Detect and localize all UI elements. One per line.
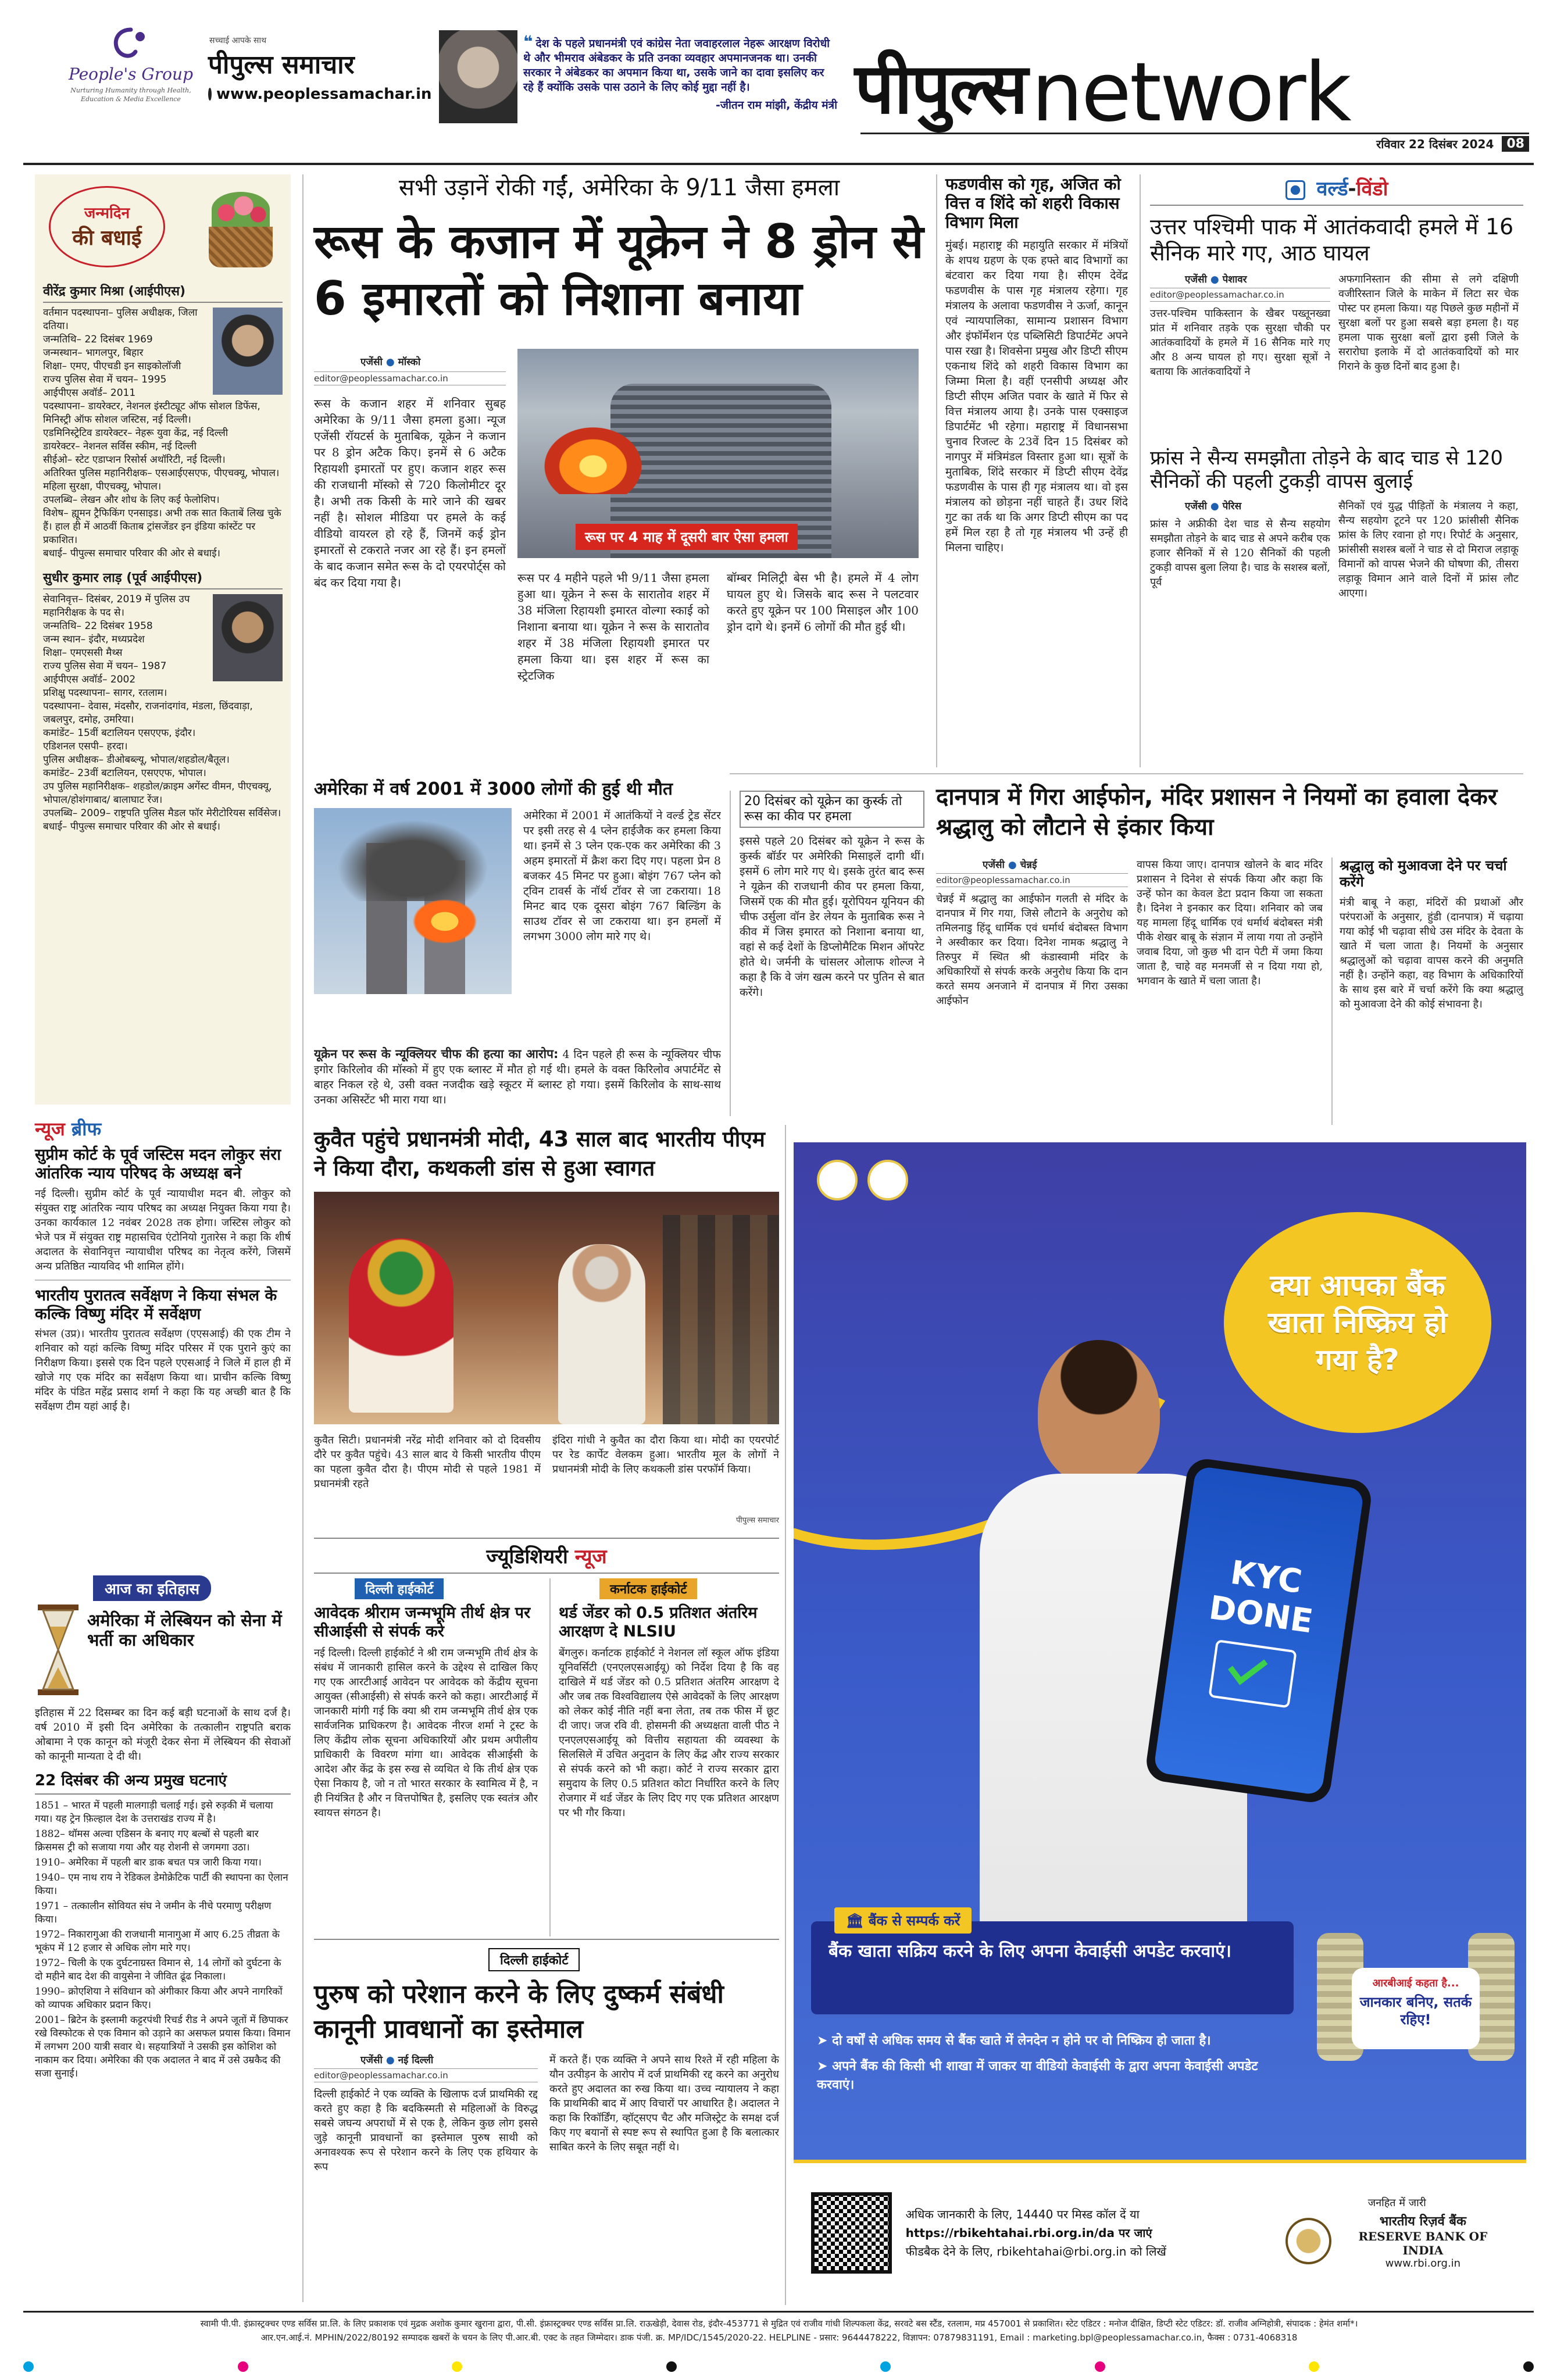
detail-line: राज्य पुलिस सेवा में चयन– 1995 — [43, 374, 167, 385]
delhi-hc2-agency: एजेंसी — [360, 2054, 383, 2066]
sticker-small-text: आरबीआई कहता है... — [1372, 1977, 1459, 1989]
ad-contact-tag-text: बैंक से सम्पर्क करें — [868, 1913, 960, 1929]
kyc-done-label: DONE — [1206, 1589, 1316, 1641]
imprint-line1: स्वामी पी.पी. इंफ्रास्ट्रक्चर एण्ड सर्विस प्रा.लि. के लिए प्रकाशक एवं मुद्रक अशोक कुमार खुराना द्वारा, पी.सी. इंफ्रास्ट्रक्चर एण्ड सर्विस प्रा.लि. राऊखेड़ी, देवास रोड, इंदौर-453771 से मुद्रित एवं राजीव गांधी शिल्पकला केंद्र, सरवटे बस स्टैंड, रतलाम, मप्र 457001 से प्रकाशित। स्टेट एडिटर : मनोज दीक्षित, डिप्टी स्टेट एडिटर: डॉ. राजीव अग्निहोत्री, संपादक : हेमंत शर्मा*। — [200, 2318, 1358, 2329]
france-agency: एजेंसी — [1185, 500, 1207, 512]
quote-text: देश के पहले प्रधानमंत्री एवं कांग्रेस नेता जवाहरलाल नेहरू आरक्षण विरोधी थे और भीमराव अंबेडकर के प्रति उनका व्यवहार अपमानजनक था। उनकी सरकार ने अंबेडकर का अपमान किया था, उसके जाने का दावा इसलिए कर रहे हैं क्योंकि उसके पास उठाने के लिए कोई मुद्दा नहीं है। — [523, 37, 830, 94]
lead-story — [314, 174, 924, 767]
ukraine-chief-body: 4 दिन पहले ही रूस के न्यूक्लियर चीफ इगोर किरिलोव की मॉस्को में हुए एक ब्लास्ट में मौत हो गई थी। हमले के वक्त किरिलोव अपार्टमेंट से बाहर निकल रहे थे, उसी वक्त नजदीक खड़े स्कूटर में ब्लास्ट हो गया। इसमें किरिलोव के साथ-साथ उनका असिस्टेंट भी मारा गया था। — [314, 1048, 721, 1106]
fire-shape — [541, 424, 645, 494]
kuwait-headline: कुवैत पहुंचे प्रधानमंत्री मोदी, 43 साल बाद भारतीय पीएम ने किया दौरा, कथकली डांस से हुआ स्वागत — [314, 1127, 765, 1181]
history-body: इतिहास में 22 दिसम्बर का दिन कई बड़ी घटनाओं के साथ दर्ज है। वर्ष 2010 में इसी दिन अमेरिका के तत्कालीन राष्ट्रपति बराक ओबामा ने एक कानून को मंजूरी देकर सेना में लेस्बियन की सेवाओं को कानूनी मान्यता दे दी थी। — [35, 1707, 291, 1763]
iphone-place: चेन्नई — [1020, 859, 1037, 871]
judiciary-label-a: ज्यूडिशियरी — [486, 1545, 568, 1568]
detail-line: पदस्थापना– देवास, मंदसौर, राजनांदगांव, मंडला, छिंदवाड़ा, जबलपुर, दमोह, उमरिया। — [43, 701, 253, 726]
delhi-hc2-email[interactable]: editor@peoplessamachar.co.in — [314, 2068, 538, 2082]
birthday-box — [35, 174, 291, 1105]
detail-line: कमांडेंट– 15वीं बटालियन एसएएफ, इंदौर। — [43, 727, 196, 739]
birthday-header — [43, 180, 283, 282]
detail-line: एडमिनिस्ट्रेटिव डायरेक्टर– नेहरू युवा केंद्र, नई दिल्ली — [43, 427, 228, 439]
registration-swatch — [880, 2361, 891, 2372]
qr-code-icon — [811, 2192, 892, 2274]
explosion-shape — [407, 895, 483, 948]
masthead-title — [855, 17, 1512, 140]
color-registration-bar — [23, 2361, 1534, 2372]
delhi-hc-tag: दिल्ली हाईकोर्ट — [355, 1578, 444, 1599]
world-window-label: वर्ल्ड-विंडो — [1150, 174, 1523, 206]
masthead-divider — [23, 163, 1534, 165]
karnataka-hc-tag: कर्नाटक हाईकोर्ट — [599, 1578, 697, 1599]
birthday-title-badge — [49, 186, 165, 267]
detail-line: जन्मतिथि– 22 दिसंबर 1958 — [43, 620, 153, 632]
delhi-hc2-col2: में करते हैं। एक व्यक्ति ने अपने साथ रिश्ते में रही महिला के यौन उत्पीड़न के आरोप में दर्ज प्राथमिकी रद्द करने का अनुरोध करते हुए अदालत का रुख किया था। उच्च न्यायालय ने कहा कि प्राथमिकी बाद में आए विचारों पर आधारित है। अदालत ने कहा कि रिकॉर्डिंग, व्हॉट्सएप चैट और मजिस्ट्रेट के समक्ष दर्ज किए गए बयानों से स्पष्ट रूप से स्थापित हुआ है कि बलात्कार साबित करने के लिए सबूत नहीं थे। — [549, 2054, 779, 2153]
column-divider — [785, 1125, 786, 2305]
kuwait-caption2: इंदिरा गांधी ने कुवैत का दौरा किया था। मोदी का एयरपोर्ट पर रेड कार्पेट वेलकम हुआ। भारतीय मूल के लोगों ने प्रधानमंत्री मोदी के लिए कथकली डांस परफॉर्म किया। — [552, 1434, 779, 1475]
world-window: वर्ल्ड-विंडो उत्तर पश्चिमी पाक में आतंकवादी हमले में 16 सैनिक मारे गए, आठ घायल एजेंसी ● पेशावर editor@peoplessamachar.co.in उत्तर-पश्चिम पाकिस्तान के खैबर पख्तूनख्वा प्रांत में शनिवार तड़के एक सुरक्षा चौकी पर आतंकवादियों के हमले में 16 सैनिक मारे गए और 8 अन्य घायल हो गए। सुरक्षा सूत्रों ने बताया कि आतंकवादियों ने अफगानिस्तान की सीमा से लगे दक्षिणी वजीरिस्तान जिले के माकेन में लिटा सर चेक पोस्ट पर हमला किया। यह पिछले कुछ महीनों में सुरक्षा बलों पर हुआ सबसे बड़ा हमला है। यह हमला पाक सुरक्षा बलों द्वारा इसी जिले के सरारोघा इलाके में दो आतंकवादियों को मार गिराने के कुछ दिनों बाद हुआ है। फ्रांस ने सैन्य समझौता तोड़ने के बाद चाड से 120 सैनिकों की पहली टुकड़ी वापस बुलाई एजेंसी ● पेरिस फ्रांस ने अफ्रीकी देश चाड से सैन्य सहयोग समझौता तोड़ने के बाद चाड से अपने करीब एक हजार सैनिकों में से 120 सैनिकों की पहली टुकड़ी वापस बुला लिया है। चाड के सशस्त्र बलों, पूर्व सैनिकों एवं युद्ध पीड़ितों के मंत्रालय ने कहा, सैन्य सहयोग टूटने पर 120 फ्रांसीसी सैनिक फ्रांस के लिए रवाना हो गए। रिपोर्ट के अनुसार, फ्रांसीसी सशस्त्र बलों ने चाड से दो मिराज लड़ाकू विमानों को वापस भेजने की घोषणा की, तीसरा लड़ाकू विमान आने वाले दिनों में फ्रांस लौट आएगा। — [1140, 174, 1523, 767]
judiciary-label-b: न्यूज — [574, 1545, 607, 1568]
brief-item1-headline: सुप्रीम कोर्ट के पूर्व जस्टिस मदन लोकुर संरा आंतरिक न्याय परिषद के अध्यक्ष बने — [35, 1146, 281, 1182]
kuwait-credit: पीपुल्स समाचार — [736, 1516, 779, 1525]
hourglass-icon — [35, 1603, 87, 1702]
rbi-emblem-icon — [817, 1160, 858, 1200]
iphone-col2: वापस किया जाए। दानपात्र खोलने के बाद मंदिर प्रशासन ने दिनेश से संपर्क किया और कहा कि उन्हें फोन का केवल डेटा प्रदान किया जा सकता है। दिनेश ने इनकार कर दिया। शनिवार को जब यह मामला हिंदू धार्मिक एवं धर्मार्थ बंदोबस्त मंत्री पीके शेखर बाबू के संज्ञान में लाया गया तो उन्होंने जवाब दिया, जो कुछ भी दान पेटी में जमा किया जाता है, चाहे वह मनमर्जी से न दिया गया हो, भगवान के खाते में चला जाता है। — [1137, 859, 1323, 987]
judiciary-label — [314, 1538, 779, 1574]
globe-icon — [208, 88, 212, 101]
masthead-title-latin: network — [1031, 45, 1350, 140]
kuwait-caption1: कुवैत सिटी। प्रधानमंत्री नरेंद्र मोदी शनिवार को दो दिवसीय दौरे पर कुवैत पहुंचे। 43 साल बाद ये किसी भारतीय पीएम का पहला कुवैत दौरा है। पीएम मोदी से पहले 1981 में प्रधानमंत्री रहते — [314, 1434, 541, 1490]
detail-line: उपलब्धि– 2009– राष्ट्रपति पुलिस मैडल फॉर मेरीटोरियस सर्विसेज। — [43, 807, 281, 819]
ad-headline: क्या आपका बैंक खाता निष्क्रिय हो गया है? — [1267, 1268, 1448, 1377]
crowd-shape — [663, 1215, 779, 1424]
detail-line: पदस्थापना– डायरेक्टर, नेशनल इंस्टीट्यूट ऑफ सोशल डिफेंस, मिनिस्ट्री ऑफ सोशल जस्टिस, नई दिल्ली। — [43, 401, 260, 426]
world-window-label-a: वर्ल्ड — [1316, 177, 1348, 201]
pak-col2: अफगानिस्तान की सीमा से लगे दक्षिणी वजीरिस्तान जिले के माकेन में लिटा सर चेक पोस्ट पर हमला किया। यह पिछले कुछ महीनों में सुरक्षा बलों पर हुआ सबसे बड़ा हमला है। यह हमला पाक सुरक्षा बलों द्वारा इसी जिले के सरारोघा इलाके में दो आतंकवादियों को मार गिराने के कुछ दिनों बाद हुआ है। — [1338, 273, 1519, 373]
issue-date: रविवार 22 दिसंबर 2024 — [1376, 137, 1494, 151]
history-event: 1882– थॉमस अल्वा एडिसन के बनाए गए बल्बों से पहली बार क्रिसमस ट्री को सजाया गया और यह रोशनी से जगमगा उठा। — [35, 1828, 259, 1853]
detail-line: बधाई– पीपुल्स समाचार परिवार की ओर से बधाई। — [43, 548, 220, 559]
france-headline: फ्रांस ने सैन्य समझौता तोड़ने के बाद चाड से 120 सैनिकों की पहली टुकड़ी वापस बुलाई — [1150, 446, 1503, 493]
brief-item2-body: संभल (उप्र)। भारतीय पुरातत्व सर्वेक्षण (एएसआई) की एक टीम ने शनिवार को यहां कल्कि विष्णु मंदिर परिसर में एक पुराने कुएं का निरीक्षण किया। इससे एक दिन पहले एएसआई ने जिले में हाल ही में खोजे गए एक मंदिर का सर्वेक्षण किया था। प्राचीन कल्कि विष्णु मंदिर के पंडित महेंद्र प्रसाद शर्मा ने कहा कि यह अच्छी बात है कि सर्वेक्षण टीम यहां आई है। — [35, 1328, 291, 1413]
ad-contact-text: बैंक खाता सक्रिय करने के लिए अपना केवाईसी अपडेट करवाएं। — [829, 1941, 1232, 1961]
smoke-shape — [337, 820, 488, 901]
arrow-icon: ➤ — [817, 2034, 828, 2048]
fadnavis-headline: फडणवीस को गृह, अजित को वित्त व शिंदे को शहरी विकास विभाग मिला — [945, 174, 1121, 233]
flower-basket-icon — [200, 186, 281, 273]
history-event: 1910– अमेरिका में पहली बार डाक बचत पत्र जारी किया गया। — [35, 1856, 262, 1868]
quote-mark-icon: ❝ — [523, 32, 533, 51]
rbi-website[interactable]: www.rbi.org.in — [1385, 2257, 1461, 2270]
masthead-title-hindi: पीपुल्स — [855, 49, 1027, 130]
delhi-hc2-place: नई दिल्ली — [398, 2054, 434, 2066]
kuwait-photo — [314, 1192, 779, 1424]
registration-swatch — [666, 2361, 677, 2372]
rbi-issued-text: जनहित में जारी — [1367, 2197, 1426, 2209]
america-2001-photo — [314, 808, 512, 994]
ad-bullet — [817, 2032, 1294, 2050]
detail-line: डायरेक्टर– नेशनल सर्विस स्कीम, नई दिल्ली — [43, 441, 197, 452]
history-headline: अमेरिका में लेस्बियन को सेना में भर्ती का अधिकार — [87, 1610, 282, 1650]
lead-photo-caption: रूस पर 4 माह में दूसरी बार ऐसा हमला — [576, 524, 798, 550]
ukraine-chief-headline: यूक्रेन पर रूस के न्यूक्लियर चीफ की हत्या का आरोप: — [314, 1047, 559, 1061]
history-event: 1972– निकारागुआ की राजधानी मानागुआ में आए 6.25 तीव्रता के भूकंप में 12 हजार से अधिक लोग मारे गए। — [35, 1928, 280, 1954]
iphone-sidebar — [1331, 857, 1523, 1125]
rbi-advertisement[interactable] — [794, 1142, 1526, 2302]
detail-line: जन्मस्थान– भागलपुर, बिहार — [43, 347, 144, 359]
news-brief-label-a: न्यूज — [35, 1118, 65, 1140]
lead-headline: रूस के कजान में यूक्रेन ने 8 ड्रोन से 6 इमारतों को निशाना बनाया — [314, 215, 924, 326]
peoples-group-tagline: Nurturing Humanity through Health, Education & Media Excellence — [70, 87, 191, 103]
america-2001-body: अमेरिका में 2001 में आतंकियों ने वर्ल्ड ट्रेड सेंटर पर इसी तरह से 4 प्लेन हाईजैक कर हमला किया था। इनमें से 3 प्लेन एक-एक कर अमेरिका की 3 अहम इमारतों में क्रैश करा दिए गए। पहला प्रेन 8 बजकर 45 मिनट पर हुआ। बोइंग 767 प्लेन को ट्विन टावर्स के नॉर्थ टॉवर से जा टकराया। 18 मिनट बाद एक दूसरा बोइंग 767 बिल्डिंग के साउथ टॉवर से जा टकराया था। इन हमलों में लगभग 3000 लोग मारे गए थे। — [523, 809, 721, 943]
delhi-hc2-tag: दिल्ली हाईकोर्ट — [488, 1948, 580, 1971]
quote-author: -जीतन राम मांझी, केंद्रीय मंत्री — [716, 99, 837, 112]
detail-line: जन्मतिथि– 22 दिसंबर 1969 — [43, 334, 153, 345]
issue-date-bar — [860, 133, 1529, 153]
history-event: 1940– एम नाथ राय ने रेडिकल डेमोक्रेटिक पार्टी की स्थापना का ऐलान किया। — [35, 1871, 288, 1897]
peoples-group-name: People's Group — [69, 65, 193, 84]
rbi-name-english: RESERVE BANK OF INDIA — [1358, 2229, 1488, 2257]
detail-line: राज्य पुलिस सेवा में चयन– 1987 — [43, 660, 167, 672]
brief-item1-body: नई दिल्ली। सुप्रीम कोर्ट के पूर्व न्यायाधीश मदन बी. लोकुर को संयुक्त राष्ट्र आंतरिक न्याय परिषद का अध्यक्ष नियुक्त किया गया है। उनका कार्यकाल 12 नवंबर 2028 तक होगा। जस्टिस लोकुर को भेजे पत्र में संयुक्त राष्ट्र महासचिव एंटोनियो गुतारेस ने कहा कि शीर्ष अदालत के सेवानिवृत्त न्यायाधीश परिषद का नेतृत्व करेंगे, जिसमें अन्य प्रतिष्ठित न्यायविद भी शामिल होंगे। — [35, 1187, 291, 1273]
iphone-email[interactable]: editor@peoplessamachar.co.in — [936, 873, 1128, 887]
divider — [35, 1280, 291, 1281]
peoples-group-logo — [64, 26, 198, 142]
detail-line: जन्म स्थान– इंदौर, मध्यप्रदेश — [43, 634, 145, 645]
detail-line: आईपीएस अवॉर्ड– 2002 — [43, 674, 136, 685]
lead-col1: रूस के कजान शहर में शनिवार सुबह अमेरिका के 9/11 जैसा हमला हुआ। न्यूज एजेंसी रॉयटर्स के मुताबिक, यूक्रेन ने कजान पर 8 ड्रोन अटैक किए। इनमें से 6 अटैक रिहायशी इमारतों पर हुए। कजान शहर रूस की राजधानी मॉस्को से 720 किलोमीटर दूर है। अभी तक किसी के मारे जाने की खबर नहीं है। सोशल मीडिया पर हमले के कई वीडियो वायरल हो रहे हैं, जिनमें कई ड्रोन इमारतों से टकराते नजर आ रहे हैं। इन हमलों के बाद कजान समेत रूस के दो एयरपोर्ट्स को बंद कर दिया गया है। — [314, 396, 506, 589]
karnataka-hc-body: बेंगलुरु। कर्नाटक हाईकोर्ट ने नेशनल लॉ स्कूल ऑफ इंडिया यूनिवर्सिटी (एनएलएसआईयू) को निर्देश दिया है कि वह दाखिले में थर्ड जेंडर को 0.5 प्रतिशत अंतरिम आरक्षण दे और जब तक विश्वविद्यालय ऐसे आवेदकों के लिए आरक्षण को लेकर कोई नीति नहीं बना लेता, तब तक फीस में छूट दी जाए। जज रवि वी. होसमनी की अध्यक्षता वाली पीठ ने एनएलएसआईयू को वित्तीय सहायता की व्यवस्था के सिलसिले में उचित अनुदान के लिए केंद्र और राज्य सरकार से संपर्क करने को भी कहा। कोर्ट ने राज्य सरकार द्वारा समुदाय के लिए 0.5 प्रतिशत कोटा निर्धारित करने के लिए रोजगार में थर्ड जेंडर के लिए दिए गए एक प्रतिशत आरक्षण पर भी गौर किया। — [559, 1646, 779, 1819]
paper-brand-kicker: सच्चाई आपके साथ — [209, 36, 267, 45]
iphone-agency: एजेंसी — [983, 859, 1005, 871]
registration-swatch — [452, 2361, 462, 2372]
detail-line: पुलिस अधीक्षक– डीओबब्ल्यू, भोपाल/शहडोल/बैतूल। — [43, 754, 230, 766]
ad-contact-box — [811, 1913, 1294, 2014]
birthday-person1-photo — [213, 308, 283, 395]
kursk-story — [730, 791, 924, 1116]
ad-info-bar — [794, 2160, 1526, 2302]
pak-email[interactable]: editor@peoplessamachar.co.in — [1150, 288, 1330, 302]
detail-line: सेवानिवृत्त– दिसंबर, 2019 में पुलिस उप महानिरीक्षक के पद से। — [43, 594, 190, 619]
sticker-big-text: जानकार बनिए, सतर्क रहिए! — [1359, 1994, 1472, 2028]
registration-swatch — [1095, 2361, 1105, 2372]
delhi-hc-body: नई दिल्ली। दिल्ली हाईकोर्ट ने श्री राम जन्मभूमि तीर्थ क्षेत्र के संबंध में जानकारी हासिल करने के उद्देश्य से दाखिल किए गए एक आरटीआई आवेदन पर आवेदक को केंद्रीय सूचना आयुक्त (सीआईसी) से संपर्क करने को कहा। आरटीआई में जानकारी मांगी गई कि क्या श्री राम जन्मभूमि तीर्थ क्षेत्र एक सार्वजनिक प्राधिकरण है। आवेदक नीरज शर्मा ने ट्रस्ट के लिए केंद्रीय लोक सूचना अधिकारियों और प्रथम अपीलीय प्राधिकारी के विवरण मांगा था। आवेदक सीआईसी के आदेश और केंद्र के इस रुख से व्यथित थे कि तीर्थ क्षेत्र एक ऐसा निकाय है, जो न तो भारत सरकार के स्वामित्व में है, न ही नियंत्रित है और न वित्तपोषित है, इसलिए एक स्वतंत्र और स्वायत्त संगठन है। — [314, 1646, 538, 1819]
detail-line: कमांडेंट– 23वीं बटालियन, एसएएफ, भोपाल। — [43, 767, 206, 779]
registration-swatch — [1309, 2361, 1319, 2372]
france-col1: फ्रांस ने अफ्रीकी देश चाड से सैन्य सहयोग समझौता तोड़ने के बाद चाड से अपने करीब एक हजार सैनिकों में से 120 सैनिकों की पहली टुकड़ी वापस बुला लिया है। चाड के सशस्त्र बलों, पूर्व — [1150, 517, 1330, 588]
history-event: 2001– ब्रिटेन के इस्लामी कट्टरपंथी रिचर्ड रीड ने अपने जूतों में छिपाकर रखे विस्फोटक से एक विमान को उड़ाने का असफल प्रयास किया। विमान में लगभग 200 यात्री सवार थे। सहयात्रियों ने उसकी इस कोशिश को नाकाम कर दिया। अमेरिका की एक अदालत ने बाद में उसे उम्रकैद की सजा सुनाई। — [35, 2014, 291, 2079]
kyc-label: KYC — [1228, 1553, 1305, 1602]
quote-portrait — [439, 30, 517, 123]
ad-bullet-text: अपने बैंक की किसी भी शाखा में जाकर या वीडियो केवाईसी के द्वारा अपना केवाईसी अपडेट करवाएं। — [817, 2059, 1258, 2092]
iphone-headline: दानपात्र में गिरा आईफोन, मंदिर प्रशासन ने नियमों का हवाला देकर श्रद्धालु को लौटाने से इंकार किया — [936, 784, 1498, 841]
column-divider — [302, 174, 303, 2302]
delhi-hc-headline: आवेदक श्रीराम जन्मभूमि तीर्थ क्षेत्र पर सीआईसी से संपर्क करे — [314, 1604, 531, 1641]
fadnavis-body: मुंबई। महाराष्ट्र की महायुति सरकार में मंत्रियों के शपथ ग्रहण के एक हफ्ते बाद विभागों का बंटवारा कर दिया गया है। सीएम देवेंद्र फडणवीस के पास गृह मंत्रालय रहेगा। गृह मंत्रालय के अलावा फडणवीस ने ऊर्जा, कानून एवं न्यायपालिका, सामान्य प्रशासन विभाग और इंफॉर्मेशन एंड पब्लिसिटी डिपार्टमेंट अपने पास रखा है। शिवसेना प्रमुख और डिप्टी सीएम एकनाथ शिंदे को शहरी विकास विभाग का जिम्मा मिला है। वहीं एनसीपी अध्यक्ष और डिप्टी सीएम अजित पवार के खाते में फिर से वित्त मंत्रालय आया है। उनके पास एक्साइज डिपार्टमेंट भी रहेगा। महाराष्ट्र में विधानसभा चुनाव रिजल्ट के 23वें दिन 15 दिसंबर को नागपुर में मंत्रिमंडल विस्तार हुआ था। सूत्रों के मुताबिक, शिंदे सरकार में डिप्टी सीएम देवेंद्र फडणवीस के पास ही गृह मंत्रालय था। वो इस मंत्रालय को छोड़ना नहीं चाहते हैं। उधर शिंदे गुट का तर्क था कि अगर डिप्टी सीएम का पद हमें मिल रहा है तो गृह मंत्रालय भी उन्हें ही मिलना चाहिए। — [945, 239, 1128, 555]
section-divider — [730, 773, 1523, 774]
registration-swatch — [238, 2361, 248, 2372]
news-brief-label — [35, 1116, 291, 1141]
france-place: पेरिस — [1222, 500, 1242, 512]
detail-line: उप पुलिस महानिरीक्षक– शहडोल/क्राइम अगेंस्ट वीमन, पीएचक्यू, भोपाल/होशंगाबाद/ बालाघाट रेंज। — [43, 781, 272, 806]
news-brief-label-b: ब्रीफ — [71, 1118, 102, 1140]
history-subhead: 22 दिसंबर की अन्य प्रमुख घटनाएं — [35, 1772, 291, 1795]
lead-kicker: सभी उड़ानें रोकी गईं, अमेरिका के 9/11 जैसा हमला — [398, 174, 840, 201]
pm-figure-shape — [558, 1244, 645, 1424]
check-icon — [1208, 1639, 1297, 1709]
imprint-line2: आर.एन.आई.नं. MPHIN/2022/80192 सम्पादक खबरों के चयन के लिए पी.आर.बी. एक्ट के तहत जिम्मेदार। डाक पंजी. क्र. MP/IDC/1545/2020-22. HELPLINE - प्रसार: 9644478222, विज्ञापन: 07879831191, Email : marketing.bpl@peoplessamachar.co.in, फैक्स : 0731-4068318 — [260, 2332, 1298, 2343]
iphone-side-headline: श्रद्धालु को मुआवजा देने पर चर्चा करेंगे — [1340, 857, 1507, 891]
quote-block — [523, 32, 837, 142]
kursk-headline: 20 दिसंबर को यूक्रेन का कुर्स्क तो रूस का कीव पर हमला — [740, 791, 924, 828]
delhi-hc2-headline: पुरुष को परेशान करने के लिए दुष्कर्म संबंधी कानूनी प्रावधानों का इस्तेमाल — [314, 1979, 724, 2044]
news-brief — [35, 1116, 291, 1558]
lead-col3: बॉम्बर मिलिट्री बेस भी है। हमले में 4 लोग घायल हुए थे। जिसके बाद रूस ने पलटवार करते हुए यूक्रेन पर 100 मिसाइल और 100 ड्रोन दागे थे। इनमें 6 लोगों की मौत हुई थी। — [727, 571, 919, 634]
history-events — [35, 1799, 291, 2081]
pak-col1: उत्तर-पश्चिम पाकिस्तान के खैबर पख्तूनख्वा प्रांत में शनिवार तड़के एक सुरक्षा चौकी पर आतंकवादियों के हमले में 16 सैनिक मारे गए और 8 अन्य घायल हो गए। सुरक्षा सूत्रों ने बताया कि आतंकवादियों ने — [1150, 307, 1330, 378]
detail-line: प्रशिक्षु पदस्थापना– सागर, रतलाम। — [43, 687, 167, 699]
detail-line: शिक्षा– एमए, पीएचडी इन साइकोलॉजी — [43, 360, 181, 372]
registration-swatch — [1523, 2361, 1534, 2372]
france-col2: सैनिकों एवं युद्ध पीड़ितों के मंत्रालय ने कहा, सैन्य सहयोग टूटने पर 120 फ्रांसीसी सैनिक फ्रांस के लिए रवाना हो गए। रिपोर्ट के अनुसार, फ्रांसीसी सशस्त्र बलों ने चाड से दो मिराज लड़ाकू विमानों को वापस भेजने की घोषणा की, तीसरा लड़ाकू विमान आने वाले दिनों में फ्रांस लौट आएगा। — [1338, 499, 1519, 599]
history-box — [35, 1575, 291, 2302]
pak-headline: उत्तर पश्चिमी पाक में आतंकवादी हमले में 16 सैनिक मारे गए, आठ घायल — [1150, 214, 1514, 266]
peoples-group-emblem-icon — [108, 26, 154, 61]
delhi-hc2-col1: दिल्ली हाईकोर्ट ने एक व्यक्ति के खिलाफ दर्ज प्राथमिकी रद्द करते हुए कहा है कि बदकिस्मती से महिलाओं के विरुद्ध सबसे जघन्य अपराधों में से एक है, लेकिन कुछ लोग इससे जुड़े कानूनी प्रावधानों का इस्तेमाल पुरुष साथी को अनावश्यक रूप से परेशान करने के लिए एक हथियार के रूप — [314, 2088, 538, 2173]
brief-item2-headline: भारतीय पुरातत्व सर्वेक्षण ने किया संभल के कल्कि विष्णु मंदिर में सर्वेक्षण — [35, 1286, 277, 1323]
detail-line: विशेष– ह्यूमन ट्रैफिकिंग एनसाइड। अभी तक सात किताबें लिख चुके हैं। हाल ही में आठवीं किताब ट्रांसजेंडर इन इंडिया कांस्टेंट पर प्रकाशित। — [43, 508, 281, 546]
ad-bullet — [817, 2057, 1294, 2095]
world-window-label-b: विंडो — [1356, 177, 1388, 201]
paper-brand-name: पीपुल्स समाचार — [208, 50, 355, 80]
globe-icon — [1285, 180, 1305, 200]
history-event: 1851 – भारत में पहली मालगाड़ी चलाई गई। इसे रुड़की में चलाया गया। यह ट्रेन फ़िल्हाल देश के उत्तराखंड राज्य में है। — [35, 1799, 273, 1825]
detail-line: एडिशनल एसपी– हरदा। — [43, 741, 128, 752]
kuwait-story — [314, 1125, 779, 1532]
birthday-person2-photo — [213, 594, 283, 681]
footer-divider — [23, 2311, 1534, 2313]
birthday-title-small: जन्मदिन — [84, 205, 130, 222]
rbi-seal-icon — [1285, 2218, 1331, 2264]
website-link[interactable]: www.peoplessamachar.in — [216, 85, 432, 103]
detail-line: शिक्षा– एमएससी मैथ्स — [43, 647, 123, 659]
pak-place: पेशावर — [1222, 273, 1247, 285]
history-label: आज का इतिहास — [93, 1575, 211, 1601]
lead-place: मॉस्को — [398, 356, 421, 368]
bank-icon: 🏛 — [846, 1913, 864, 1929]
birthday-person1-name: वीरेंद्र कुमार मिश्रा (आईपीएस) — [43, 282, 283, 303]
imprint-footer — [35, 2317, 1523, 2357]
iphone-side-body: मंत्री बाबू ने कहा, मंदिरों की प्रथाओं और परंपराओं के अनुसार, हुंडी (दानपात्र) में चढ़ाया गया कोई भी चढ़ावा सीधे उस मंदिर के देवता के खाते में चला जाता है। नियमों के अनुसार श्रद्धालुओं को चढ़ावा वापस करने की अनुमति नहीं है। उन्होंने कहा, वह विभाग के अधिकारियों के साथ इस बारे में चर्चा करेंगे कि क्या श्रद्धालु को मुआवजा देने की कोई संभावना है। — [1340, 896, 1523, 1010]
history-event: 1990– क्रोएशिया ने संविधान को अंगीकार किया और अपने नागरिकों को व्यापक अधिकार प्रदान किए। — [35, 1985, 283, 2011]
ad-person-head — [1038, 1340, 1160, 1485]
iphone-col1: चेन्नई में श्रद्धालु का आईफोन गलती से मंदिर के दानपात्र में गिर गया, जिसे लौटाने के अनुरोध को तमिलनाडु हिंदू धार्मिक एवं धर्मार्थ बंदोबस्त विभाग ने अस्वीकार कर दिया। दिनेश नामक श्रद्धालु ने तिरुपुर में स्थित श्री कंडास्वामी मंदिर के अधिकारियों से संपर्क करके अनुरोध किया कि दान करते समय अनजाने में दानपात्र में गिरा उसका आईफोन — [936, 893, 1128, 1007]
ad-sticker — [1317, 1916, 1515, 2136]
ukraine-chief-story — [314, 1046, 721, 1110]
ad-contact-tag — [834, 1907, 972, 1934]
registration-swatch — [23, 2361, 34, 2372]
america-2001-story — [314, 779, 721, 1041]
history-event: 1972– चिली के एक दुर्घटनाग्रस्त विमान से, 14 लोगों को दुर्घटना के दो महीने बाद देश की वायुसेना ने जीवित ढूंढ निकाला। — [35, 1957, 281, 1982]
america-2001-headline: अमेरिका में वर्ष 2001 में 3000 लोगों की हुई थी मौत — [314, 779, 673, 799]
ad-info-link[interactable]: https://rbikehtahai.rbi.org.in/da पर जाएं — [905, 2225, 1152, 2240]
detail-line: अतिरिक्त पुलिस महानिरीक्षक– एसआईएसएफ, पीएचक्यू, भोपाल। महिला सुरक्षा, पीएचक्यू, भोपाल। — [43, 467, 280, 492]
detail-line: सीईओ– स्टेट एडाप्शन रिसोर्स अथॉरिटी, नई दिल्ली। — [43, 454, 226, 466]
masthead — [0, 0, 1557, 169]
detail-line: बधाई– पीपुल्स समाचार परिवार की ओर से बधाई। — [43, 821, 220, 832]
lead-agency: एजेंसी — [360, 356, 383, 368]
judiciary-section: ज्यूडिशियरी न्यूज दिल्ली हाईकोर्ट आवेदक श्रीराम जन्मभूमि तीर्थ क्षेत्र पर सीआईसी से संपर्क करे नई दिल्ली। दिल्ली हाईकोर्ट ने श्री राम जन्मभूमि तीर्थ क्षेत्र के संबंध में जानकारी हासिल करने के उद्देश्य से दाखिल किए गए एक आरटीआई आवेदन पर आवेदक को केंद्रीय सूचना आयुक्त (सीआईसी) से संपर्क करने को कहा। आरटीआई में जानकारी मांगी गई कि क्या श्री राम जन्मभूमि तीर्थ क्षेत्र एक सार्वजनिक प्राधिकरण है। आवेदक नीरज शर्मा ने ट्रस्ट के लिए केंद्रीय लोक सूचना अधिकारियों और प्रथम अपीलीय प्राधिकारी के विवरण मांगा था। आवेदक सीआईसी के आदेश और केंद्र के इस रुख से व्यथित थे कि तीर्थ क्षेत्र एक ऐसा निकाय है, जो न तो भारत सरकार के स्वामित्व में है, न ही नियंत्रित है और न वित्तपोषित है, इसलिए एक स्वतंत्र और स्वायत्त संगठन है। कर्नाटक हाईकोर्ट थर्ड जेंडर को 0.5 प्रतिशत अंतरिम आरक्षण दे NLSIU बेंगलुरु। कर्नाटक हाईकोर्ट ने नेशनल लॉ स्कूल ऑफ इंडिया यूनिवर्सिटी (एनएलएसआईयू) को निर्देश दिया है कि वह दाखिले में थर्ड जेंडर को 0.5 प्रतिशत अंतरिम आरक्षण दे और जब तक विश्वविद्यालय ऐसे आवेदकों के लिए आरक्षण को लेकर कोई नीति नहीं बना लेता, तब तक फीस में छूट दी जाए। जज रवि वी. होसमनी की अध्यक्षता वाली पीठ ने एनएलएसआईयू को वित्तीय सहायता की व्यवस्था के सिलसिले में उचित अनुदान के लिए केंद्र और राज्य सरकार से संपर्क करने को भी कहा। कोर्ट ने राज्य सरकार द्वारा समुदाय के लिए 0.5 प्रतिशत कोटा निर्धारित करने के लिए रोजगार में थर्ड जेंडर के लिए दिए गए एक प्रतिशत आरक्षण पर भी गौर किया। दिल्ली हाईकोर्ट पुरुष को परेशान करने के लिए दुष्कर्म संबंधी कानूनी प्रावधानों का इस्तेमाल एजेंसी ● नई दिल्ली editor@peoplessamachar.co.in दिल्ली हाईकोर्ट ने एक व्यक्ति के खिलाफ दर्ज प्राथमिकी रद्द करते हुए कहा है कि बदकिस्मती से महिलाओं के विरुद्ध सबसे जघन्य अपराधों में से एक है, लेकिन कुछ लोग इससे जुड़े कानूनी प्रावधानों का इस्तेमाल पुरुष साथी को अनावश्यक रूप से परेशान करने के लिए एक हथियार के रूप में करते हैं। एक व्यक्ति ने अपने साथ रिश्ते में रही महिला के यौन उत्पीड़न के आरोप में दर्ज प्राथमिकी रद्द करने का अनुरोध करते हुए अदालत का रुख किया था। उच्च न्यायालय ने कहा कि प्राथमिकी बाद में आए विचारों पर आधारित है। अदालत ने कहा कि रिकॉर्डिंग, व्हॉट्सएप चैट और मजिस्ट्रेट के समक्ष दर्ज किए गए बयानों से स्पष्ट रूप से स्थापित हुआ है कि बलात्कार साबित करने के लिए सबूत नहीं थे। — [314, 1538, 779, 2305]
birthday-person2-name: सुधीर कुमार लाड़ (पूर्व आईपीएस) — [43, 569, 283, 589]
karnataka-hc-headline: थर्ड जेंडर को 0.5 प्रतिशत अंतरिम आरक्षण दे NLSIU — [559, 1604, 758, 1641]
detail-line: उपलब्धि– लेखन और शोध के लिए कई फेलोशिप। — [43, 494, 220, 506]
kursk-body: इससे पहले 20 दिसंबर को यूक्रेन ने रूस के कुर्स्क बॉर्डर पर अमेरिकी मिसाइलें दागी थीं। इसमें 6 लोग मारे गए थे। इसके तुरंत बाद रूस ने यूक्रेन की राजधानी कीव पर हमला किया, जिसमें एक की मौत हुई। यूरोपियन यूनियन की चीफ उर्सुला वॉन डेर लेयन के मुताबिक रूस ने कीव में जिस इमारत को निशाना बनाया था, वहां से कई देशों के डिप्लोमैटिक मिशन ऑपरेट होते थे। जर्मनी के चांसलर ओलाफ शोल्ज ने कहा है कि वे जंग खत्म करने पर पुतिन से बात करेंगे। — [740, 834, 924, 999]
lead-photo — [517, 349, 919, 558]
arrow-icon: ➤ — [817, 2059, 828, 2074]
ad-info-line1: अधिक जानकारी के लिए, 14440 पर मिस्ड कॉल दें या — [905, 2207, 1140, 2221]
ad-bullet-text: दो वर्षों से अधिक समय से बैंक खाते में लेनदेन न होने पर वो निष्क्रिय हो जाता है। — [832, 2034, 1211, 2048]
lead-email[interactable]: editor@peoplessamachar.co.in — [314, 371, 506, 385]
page-number: 08 — [1502, 136, 1529, 152]
lead-byline: एजेंसी ● मॉस्को editor@peoplessamachar.co.in — [314, 355, 506, 385]
kathakali-dancer-shape — [349, 1238, 453, 1413]
detail-line: वर्तमान पदस्थापना– पुलिस अधीक्षक, जिला दतिया। — [43, 307, 198, 332]
iphone-story: दानपात्र में गिरा आईफोन, मंदिर प्रशासन ने नियमों का हवाला देकर श्रद्धालु को लौटाने से इंकार किया एजेंसी ● चेन्नई editor@peoplessamachar.co.in चेन्नई में श्रद्धालु का आईफोन गलती से मंदिर के दानपात्र में गिर गया, जिसे लौटाने के अनुरोध को तमिलनाडु हिंदू धार्मिक एवं धर्मार्थ बंदोबस्त विभाग ने अस्वीकार कर दिया। दिनेश नामक श्रद्धालु ने तिरुपुर में स्थित श्री कंडास्वामी मंदिर के अधिकारियों से संपर्क करके अनुरोध किया कि दान करते समय अनजाने में दानपात्र में गिरा उसका आईफोन वापस किया जाए। दानपात्र खोलने के बाद मंदिर प्रशासन ने दिनेश से संपर्क किया और कहा कि उन्हें फोन का केवल डेटा प्रदान किया जा सकता है। दिनेश ने इनकार कर दिया। शनिवार को जब यह मामला हिंदू धार्मिक एवं धर्मार्थ बंदोबस्त मंत्री पीके शेखर बाबू के संज्ञान में लाया गया तो उन्होंने जवाब दिया, जो कुछ भी दान पेटी में जमा किया जाता है, चाहे वह मनमर्जी से न दिया गया हो, भगवान के खाते में चला जाता है। श्रद्धालु को मुआवजा देने पर चर्चा करेंगे मंत्री बाबू ने कहा, मंदिरों की प्रथाओं और परंपराओं के अनुसार, हुंडी (दानपात्र) में चढ़ाया गया कोई भी चढ़ावा सीधे उस मंदिर के देवता के खाते में चला जाता है। नियमों के अनुसार श्रद्धालुओं को चढ़ावा वापस करने की अनुमति नहीं है। उन्होंने कहा, वह विभाग के अधिकारियों के साथ इस बारे में चर्चा करेंगे कि क्या श्रद्धालु को मुआवजा देने की कोई संभावना है। — [936, 782, 1523, 1131]
pak-agency: एजेंसी — [1185, 273, 1207, 285]
ad-bullets — [817, 2032, 1294, 2095]
birthday-title-big: की बधाई — [72, 226, 142, 250]
detail-line: आईपीएस अवॉर्ड– 2011 — [43, 387, 136, 399]
ad-phone-screen — [1153, 1466, 1364, 1795]
lead-col2: रूस पर 4 महीने पहले भी 9/11 जैसा हमला हुआ था। यूक्रेन ने रूस के सारातोव शहर में 38 मंजिला रिहायशी इमारत वोल्गा स्काई को निशाना बनाया था। यूक्रेन ने रूस के सारातोव शहर में 38 मंजिला रिहायशी इमारत पर हमला किया था। इस शहर में रूस का स्ट्रेटजिक — [517, 571, 709, 682]
fadnavis-story — [936, 174, 1128, 767]
paper-brand-small — [203, 35, 430, 116]
rbi-name-hindi: भारतीय रिज़र्व बैंक — [1379, 2214, 1466, 2229]
ad-info-line2: फीडबैक देने के लिए, rbikehtahai@rbi.org.in को लिखें — [905, 2244, 1166, 2259]
history-event: 1971 – तत्कालीन सोवियत संघ ने जमीन के नीचे परमाणु परीक्षण किया। — [35, 1900, 272, 1925]
